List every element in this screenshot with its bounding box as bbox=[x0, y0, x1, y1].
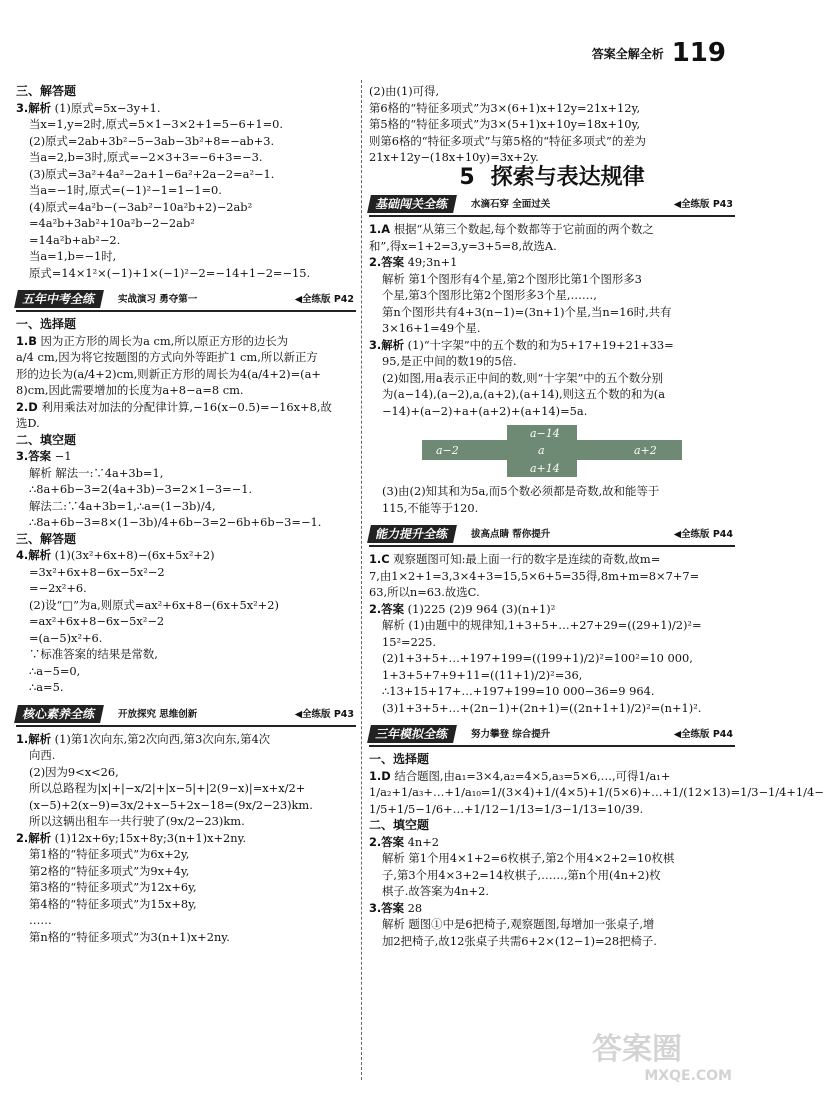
question-text: (1)原式=5x−3y+1. bbox=[51, 100, 161, 115]
question-line bbox=[16, 547, 356, 564]
question-number: 2. bbox=[369, 601, 382, 616]
page-header bbox=[592, 38, 726, 68]
header-label: 答案全解全析 bbox=[591, 46, 664, 61]
question-number: 1.D bbox=[369, 768, 391, 783]
band-reference: ◀全练版 P44 bbox=[673, 729, 733, 740]
text-line: 第5格的“特征多项式”为3×(5+1)x+10y=18x+10y, bbox=[369, 117, 641, 131]
text-line: 为(a−14),(a−2),a,(a+2),(a+14),则这五个数的和为(a bbox=[382, 387, 666, 401]
question-label: 答案 bbox=[381, 834, 405, 849]
question-line bbox=[16, 448, 356, 465]
question-line bbox=[369, 337, 735, 354]
question-number: 3. bbox=[16, 100, 29, 115]
question-line bbox=[369, 551, 735, 568]
text-line: 所以这辆出租车一共行驶了(9x/2−23)km. bbox=[29, 814, 245, 828]
question-line bbox=[16, 731, 356, 748]
text-line: 63,所以n=63.故选C. bbox=[369, 585, 480, 599]
band-title: 核心素养全练 bbox=[14, 705, 104, 723]
text-line: 95,是正中间的数19的5倍. bbox=[382, 354, 517, 368]
cross-diagram bbox=[422, 425, 682, 477]
text-line: 第4格的“特征多项式”为15x+8y, bbox=[29, 896, 197, 911]
band-reference: ◀全练版 P44 bbox=[673, 529, 733, 540]
cross-label-right: a+2 bbox=[634, 444, 657, 457]
text-line: 115,不能等于120. bbox=[382, 500, 479, 515]
text-line: 解析 (1)由题中的规律知,1+3+5+…+27+29=((29+1)/2)²= bbox=[382, 618, 702, 632]
text-line: ∴a=5. bbox=[29, 680, 64, 694]
text-line: (2)如图,用a表示正中间的数,则“十字架”中的五个数分别 bbox=[382, 370, 664, 385]
text-line: (3)1+3+5+…+(2n−1)+(2n+1)=((2n+1+1)/2)²=(n+1)². bbox=[382, 700, 702, 715]
cross-label-left: a−2 bbox=[436, 444, 459, 457]
text-line: (2)原式=2ab+3b²−5−3ab−3b²+8=−ab+3. bbox=[29, 133, 275, 148]
section-heading: 二、填空题 bbox=[369, 818, 430, 832]
text-line: =3x²+6x+8−6x−5x²−2 bbox=[29, 564, 165, 579]
text-line: 当a=−1时,原式=(−1)²−1=1−1=0. bbox=[29, 183, 222, 197]
text-line: 7,由1×2+1=3,3×4+3=15,5×6+5=35得,8m+m=8×7+7= bbox=[369, 568, 700, 583]
text-line: 棋子.故答案为4n+2. bbox=[382, 884, 489, 898]
question-line bbox=[16, 333, 356, 350]
band-subtitle: 努力攀登 综合提升 bbox=[471, 729, 551, 740]
question-line bbox=[16, 399, 356, 416]
text-line: =(a−5)x²+6. bbox=[29, 630, 103, 645]
watermark-url: MXQE.COM bbox=[644, 1068, 732, 1084]
text-line: 向西. bbox=[29, 748, 56, 762]
text-line: 第n格的“特征多项式”为3(n+1)x+2ny. bbox=[29, 929, 230, 944]
text-line: 解析 第1个用4×1+2=6枚棋子,第2个用4×2+2=10枚棋 bbox=[382, 851, 675, 865]
column-divider bbox=[361, 80, 362, 1080]
question-number: 2. bbox=[369, 255, 382, 269]
text-line: 形的边长为(a/4+2)cm,则新正方形的周长为4(a/4+2)=(a+ bbox=[16, 366, 321, 381]
text-line: 解法二:∵4a+3b=1,∴a=(1−3b)/4, bbox=[29, 498, 216, 513]
question-number: 1.B bbox=[16, 333, 37, 348]
question-number: 3. bbox=[369, 900, 382, 915]
question-text: 根据“从第三个数起,每个数都等于它前面的两个数之 bbox=[390, 222, 654, 236]
text-line: 第n个图形共有4+3(n−1)=(3n+1)个星,当n=16时,共有 bbox=[382, 304, 672, 319]
section-band bbox=[369, 723, 735, 747]
right-column bbox=[369, 83, 824, 949]
text-line: =14a²b+ab²−2. bbox=[29, 232, 121, 247]
question-number: 1.C bbox=[369, 552, 390, 566]
section-band bbox=[369, 193, 735, 217]
text-line: ∴13+15+17+…+197+199=10 000−36=9 964. bbox=[382, 684, 655, 698]
text-line: (2)因为9<x<26, bbox=[29, 764, 119, 779]
text-line: 则第6格的“特征多项式”与第5格的“特征多项式”的差为 bbox=[369, 133, 646, 148]
text-line: …… bbox=[29, 913, 52, 927]
text-line: 子,第3个用4×3+2=14枚棋子,……,第n个用(4n+2)枚 bbox=[382, 867, 661, 882]
band-title: 能力提升全练 bbox=[367, 525, 457, 543]
question-text: 因为正方形的周长为a cm,所以原正方形的边长为 bbox=[36, 333, 289, 348]
question-line bbox=[369, 221, 735, 238]
question-label: 解析 bbox=[28, 548, 52, 562]
text-line: 第2格的“特征多项式”为9x+4y, bbox=[29, 863, 190, 878]
text-line: (3)由(2)知其和为5a,而5个数必须都是奇数,故和能等于 bbox=[382, 484, 660, 498]
text-line: (2)1+3+5+…+197+199=((199+1)/2)²=100²=10 000, bbox=[382, 651, 693, 665]
question-line bbox=[369, 900, 735, 917]
text-line: (2)由(1)可得, bbox=[369, 84, 440, 98]
band-reference: ◀全练版 P43 bbox=[294, 708, 354, 720]
text-line: (4)原式=4a²b−(−3ab²−10a²b+2)−2ab² bbox=[29, 199, 253, 214]
text-line: 第6格的“特征多项式”为3×(6+1)x+12y=21x+12y, bbox=[369, 100, 641, 115]
text-line: 3×16+1=49个星. bbox=[382, 321, 481, 335]
text-line: 所以总路程为|x|+|−x/2|+|x−5|+|2(9−x)|=x+x/2+ bbox=[29, 781, 306, 795]
text-line: (x−5)+2(x−9)=3x/2+x−5+2x−18=(9x/2−23)km. bbox=[29, 797, 313, 812]
text-line: 8)cm,因此需要增加的长度为a+8−a=8 cm. bbox=[16, 383, 244, 397]
text-line: 解析 第1个图形有4个星,第2个图形比第1个图形多3 bbox=[382, 271, 642, 286]
band-subtitle: 拔高点睛 帮你提升 bbox=[471, 529, 551, 540]
text-line: 1/a₂+1/a₃+…+1/a₁₀=1/(3×4)+1/(4×5)+1/(5×6)+…+1/(12×13)=1/3−1/4+1/4− bbox=[369, 785, 824, 799]
question-number: 3. bbox=[369, 337, 382, 352]
question-label: 解析 bbox=[28, 731, 52, 746]
section-band bbox=[16, 288, 356, 312]
page-number: 119 bbox=[671, 38, 726, 68]
text-line: 当x=1,y=2时,原式=5×1−3×2+1=5−6+1=0. bbox=[29, 117, 283, 131]
question-line bbox=[369, 768, 735, 785]
question-label: 答案 bbox=[28, 449, 52, 463]
question-text: −1 bbox=[51, 449, 72, 463]
text-line: ∴8a+6b−3=8×(1−3b)/4+6b−3=2−6b+6b−3=−1. bbox=[29, 515, 322, 529]
question-line bbox=[16, 100, 356, 117]
watermark-text: 答案圈 bbox=[592, 1032, 682, 1067]
cross-label-bottom: a+14 bbox=[530, 462, 560, 475]
question-label: 解析 bbox=[381, 337, 405, 352]
question-text: 49;3n+1 bbox=[404, 255, 458, 269]
question-label: 解析 bbox=[28, 830, 52, 845]
text-line: 第3格的“特征多项式”为12x+6y, bbox=[29, 880, 197, 894]
text-line: 15²=225. bbox=[382, 634, 436, 649]
text-line: =4a²b+3ab²+10a²b−2−2ab² bbox=[29, 216, 195, 230]
question-number: 1. bbox=[16, 731, 29, 746]
text-line: 选D. bbox=[16, 416, 40, 430]
text-line: ∵标准答案的结果是常数, bbox=[29, 647, 158, 661]
section-name: 探索与表达规律 bbox=[490, 164, 645, 190]
text-line: ∴a−5=0, bbox=[29, 663, 81, 678]
question-text: (1)第1次向东,第2次向西,第3次向东,第4次 bbox=[51, 731, 271, 746]
question-label: 答案 bbox=[381, 900, 405, 915]
text-line: 当a=1,b=−1时, bbox=[29, 249, 117, 263]
text-line: (2)设“□”为a,则原式=ax²+6x+8−(6x+5x²+2) bbox=[29, 597, 279, 612]
section-heading: 三、解答题 bbox=[16, 531, 77, 546]
text-line: 第1格的“特征多项式”为6x+2y, bbox=[29, 847, 190, 861]
question-line bbox=[16, 830, 356, 847]
question-number: 2. bbox=[16, 830, 29, 845]
band-title: 基础闯关全练 bbox=[367, 195, 457, 213]
question-number: 2.D bbox=[16, 399, 38, 414]
text-line: −14)+(a−2)+a+(a+2)+(a+14)=5a. bbox=[382, 403, 588, 418]
question-line bbox=[369, 254, 735, 271]
text-line: a/4 cm,因为将它按题图的方式向外等距扩1 cm,所以新正方 bbox=[16, 350, 318, 364]
text-line: ∴8a+6b−3=2(4a+3b)−3=2×1−3=−1. bbox=[29, 482, 253, 496]
section-heading: 一、选择题 bbox=[369, 752, 430, 766]
question-text: 4n+2 bbox=[404, 834, 440, 849]
section-band bbox=[369, 523, 735, 547]
section-heading: 一、选择题 bbox=[16, 317, 77, 331]
band-title: 五年中考全练 bbox=[14, 290, 104, 308]
section-title bbox=[369, 164, 735, 190]
band-reference: ◀全练版 P43 bbox=[673, 199, 733, 210]
text-line: 原式=14×1²×(−1)+1×(−1)²−2=−14+1−2=−15. bbox=[29, 265, 311, 280]
question-number: 4. bbox=[16, 548, 29, 562]
text-line: 解析 解法一:∵4a+3b=1, bbox=[29, 465, 164, 480]
section-number: 5 bbox=[459, 164, 475, 190]
question-text: (1)“十字架”中的五个数的和为5+17+19+21+33= bbox=[404, 337, 674, 352]
question-text: 利用乘法对加法的分配律计算,−16(x−0.5)=−16x+8,故 bbox=[37, 399, 332, 414]
text-line: 1/5+1/5−1/6+…+1/12−1/13=1/3−1/13=10/39. bbox=[369, 801, 644, 816]
cross-label-mid: a bbox=[538, 444, 545, 457]
question-number: 3. bbox=[16, 449, 29, 463]
band-subtitle: 实战演习 勇夺第一 bbox=[118, 294, 198, 305]
section-heading: 二、填空题 bbox=[16, 432, 77, 447]
question-label: 答案 bbox=[381, 601, 405, 616]
left-column bbox=[16, 83, 356, 945]
question-text: 观察题图可知:最上面一行的数字是连续的奇数,故m= bbox=[389, 552, 661, 566]
question-line bbox=[369, 601, 735, 618]
text-line: (3)原式=3a²+4a²−2a+1−6a²+2a−2=a²−1. bbox=[29, 166, 275, 181]
section-band bbox=[16, 703, 356, 727]
text-line: 解析 题图①中是6把椅子,观察题图,每增加一张桌子,增 bbox=[382, 917, 655, 931]
text-line: 1+3+5+7+9+11=((11+1)/2)²=36, bbox=[382, 667, 583, 682]
question-text: (1)225 (2)9 964 (3)(n+1)² bbox=[404, 601, 556, 616]
question-number: 1.A bbox=[369, 222, 391, 236]
text-line: 个星,第3个图形比第2个图形多3个星,……, bbox=[382, 288, 597, 302]
question-line bbox=[369, 834, 735, 851]
question-number: 2. bbox=[369, 834, 382, 849]
cross-label-top: a−14 bbox=[530, 427, 560, 440]
question-text: 28 bbox=[404, 900, 423, 915]
text-line: 和”,得x=1+2=3,y=3+5=8,故选A. bbox=[369, 238, 557, 253]
section-heading: 三、解答题 bbox=[16, 84, 77, 98]
band-subtitle: 开放探究 思维创新 bbox=[118, 708, 198, 720]
text-line: =ax²+6x+8−6x−5x²−2 bbox=[29, 614, 165, 628]
band-subtitle: 水滴石穿 全面过关 bbox=[471, 199, 551, 210]
text-line: 当a=2,b=3时,原式=−2×3+3=−6+3=−3. bbox=[29, 150, 263, 164]
text-line: 21x+12y−(18x+10y)=3x+2y. bbox=[369, 150, 539, 164]
text-line: 加2把椅子,故12张桌子共需6+2×(12−1)=28把椅子. bbox=[382, 933, 657, 948]
band-title: 三年模拟全练 bbox=[367, 725, 457, 743]
question-text: (1)12x+6y;15x+8y;3(n+1)x+2ny. bbox=[51, 830, 247, 845]
band-reference: ◀全练版 P42 bbox=[294, 294, 354, 305]
text-line: =−2x²+6. bbox=[29, 581, 87, 595]
question-label: 答案 bbox=[381, 255, 405, 269]
question-text: (1)(3x²+6x+8)−(6x+5x²+2) bbox=[51, 548, 215, 562]
question-text: 结合题图,由a₁=3×4,a₂=4×5,a₃=5×6,…,可得1/a₁+ bbox=[390, 768, 671, 783]
watermark bbox=[592, 1024, 732, 1094]
question-label: 解析 bbox=[28, 100, 52, 115]
